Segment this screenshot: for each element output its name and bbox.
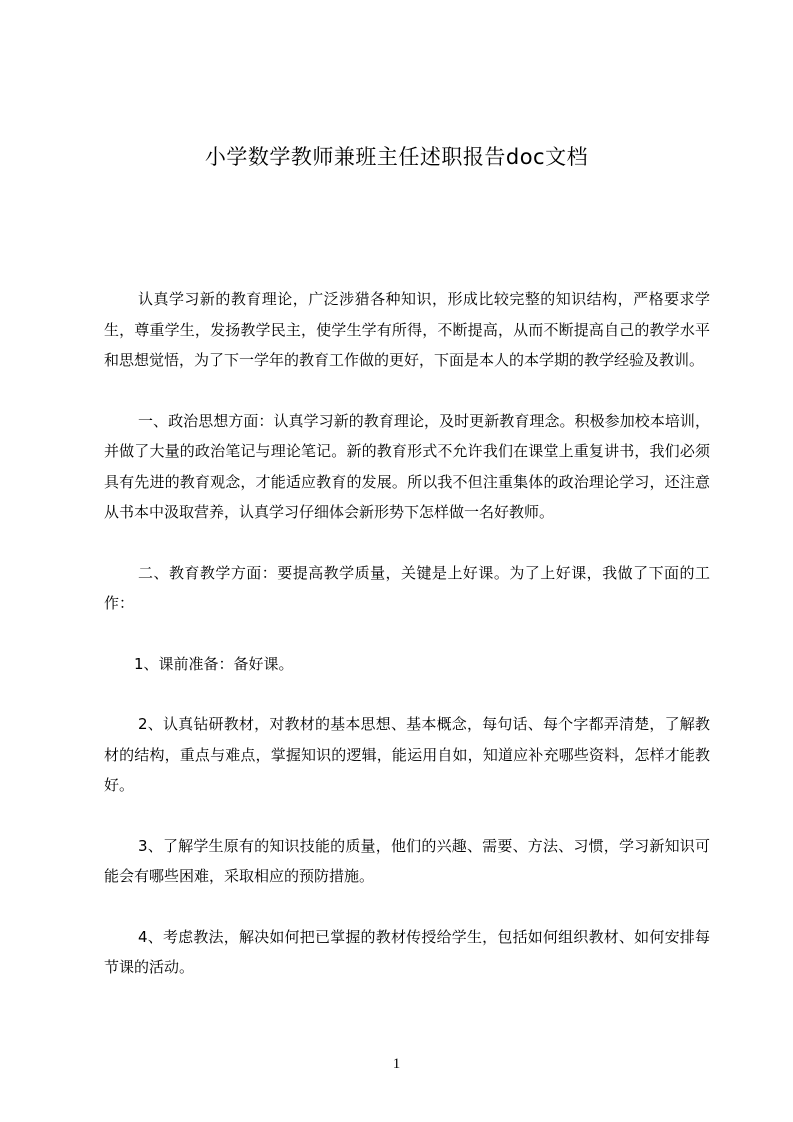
paragraph-item-3: 3、了解学生原有的知识技能的质量，他们的兴趣、需要、方法、习惯，学习新知识可能会有哪些困难，采取相应的预防措施。 bbox=[104, 836, 710, 885]
paragraph-item-4: 4、考虑教法，解决如何把已掌握的教材传授给学生，包括如何组织教材、如何安排每节课的活动。 bbox=[104, 927, 710, 976]
paragraph-item-2: 2、认真钻研教材，对教材的基本思想、基本概念，每句话、每个字都弄清楚，了解教材的结构，重点与难点，掌握知识的逻辑，能运用自如，知道应补充哪些资料，怎样才能教好。 bbox=[104, 715, 710, 794]
page-number: 1 bbox=[392, 1056, 401, 1072]
paragraph-item-1: 1、课前准备：备好课。 bbox=[134, 654, 294, 673]
paragraph-teaching: 二、教育教学方面：要提高教学质量，关键是上好课。为了上好课，我做了下面的工作： bbox=[104, 563, 710, 612]
document-body bbox=[104, 284, 710, 1013]
paragraph-political-thought: 一、政治思想方面：认真学习新的教育理论，及时更新教育理念。积极参加校本培训，并做了大量的政治笔记与理论笔记。新的教育形式不允许我们在课堂上重复讲书，我们必须具有先进的教育观念，才能适应教育的发展。所以我不但注重集体的政治理论学习，还注意从书本中汲取营养，认真学习仔细体会新形势下怎样做一名好教师。 bbox=[104, 411, 710, 521]
paragraph-intro: 认真学习新的教育理论，广泛涉猎各种知识，形成比较完整的知识结构，严格要求学生，尊重学生，发扬教学民主，使学生学有所得，不断提高，从而不断提高自己的教学水平和思想觉悟，为了下一学年的教育工作做的更好，下面是本人的本学期的教学经验及教训。 bbox=[104, 290, 710, 369]
page-title: 小学数学教师兼班主任述职报告doc文档 bbox=[204, 145, 589, 169]
